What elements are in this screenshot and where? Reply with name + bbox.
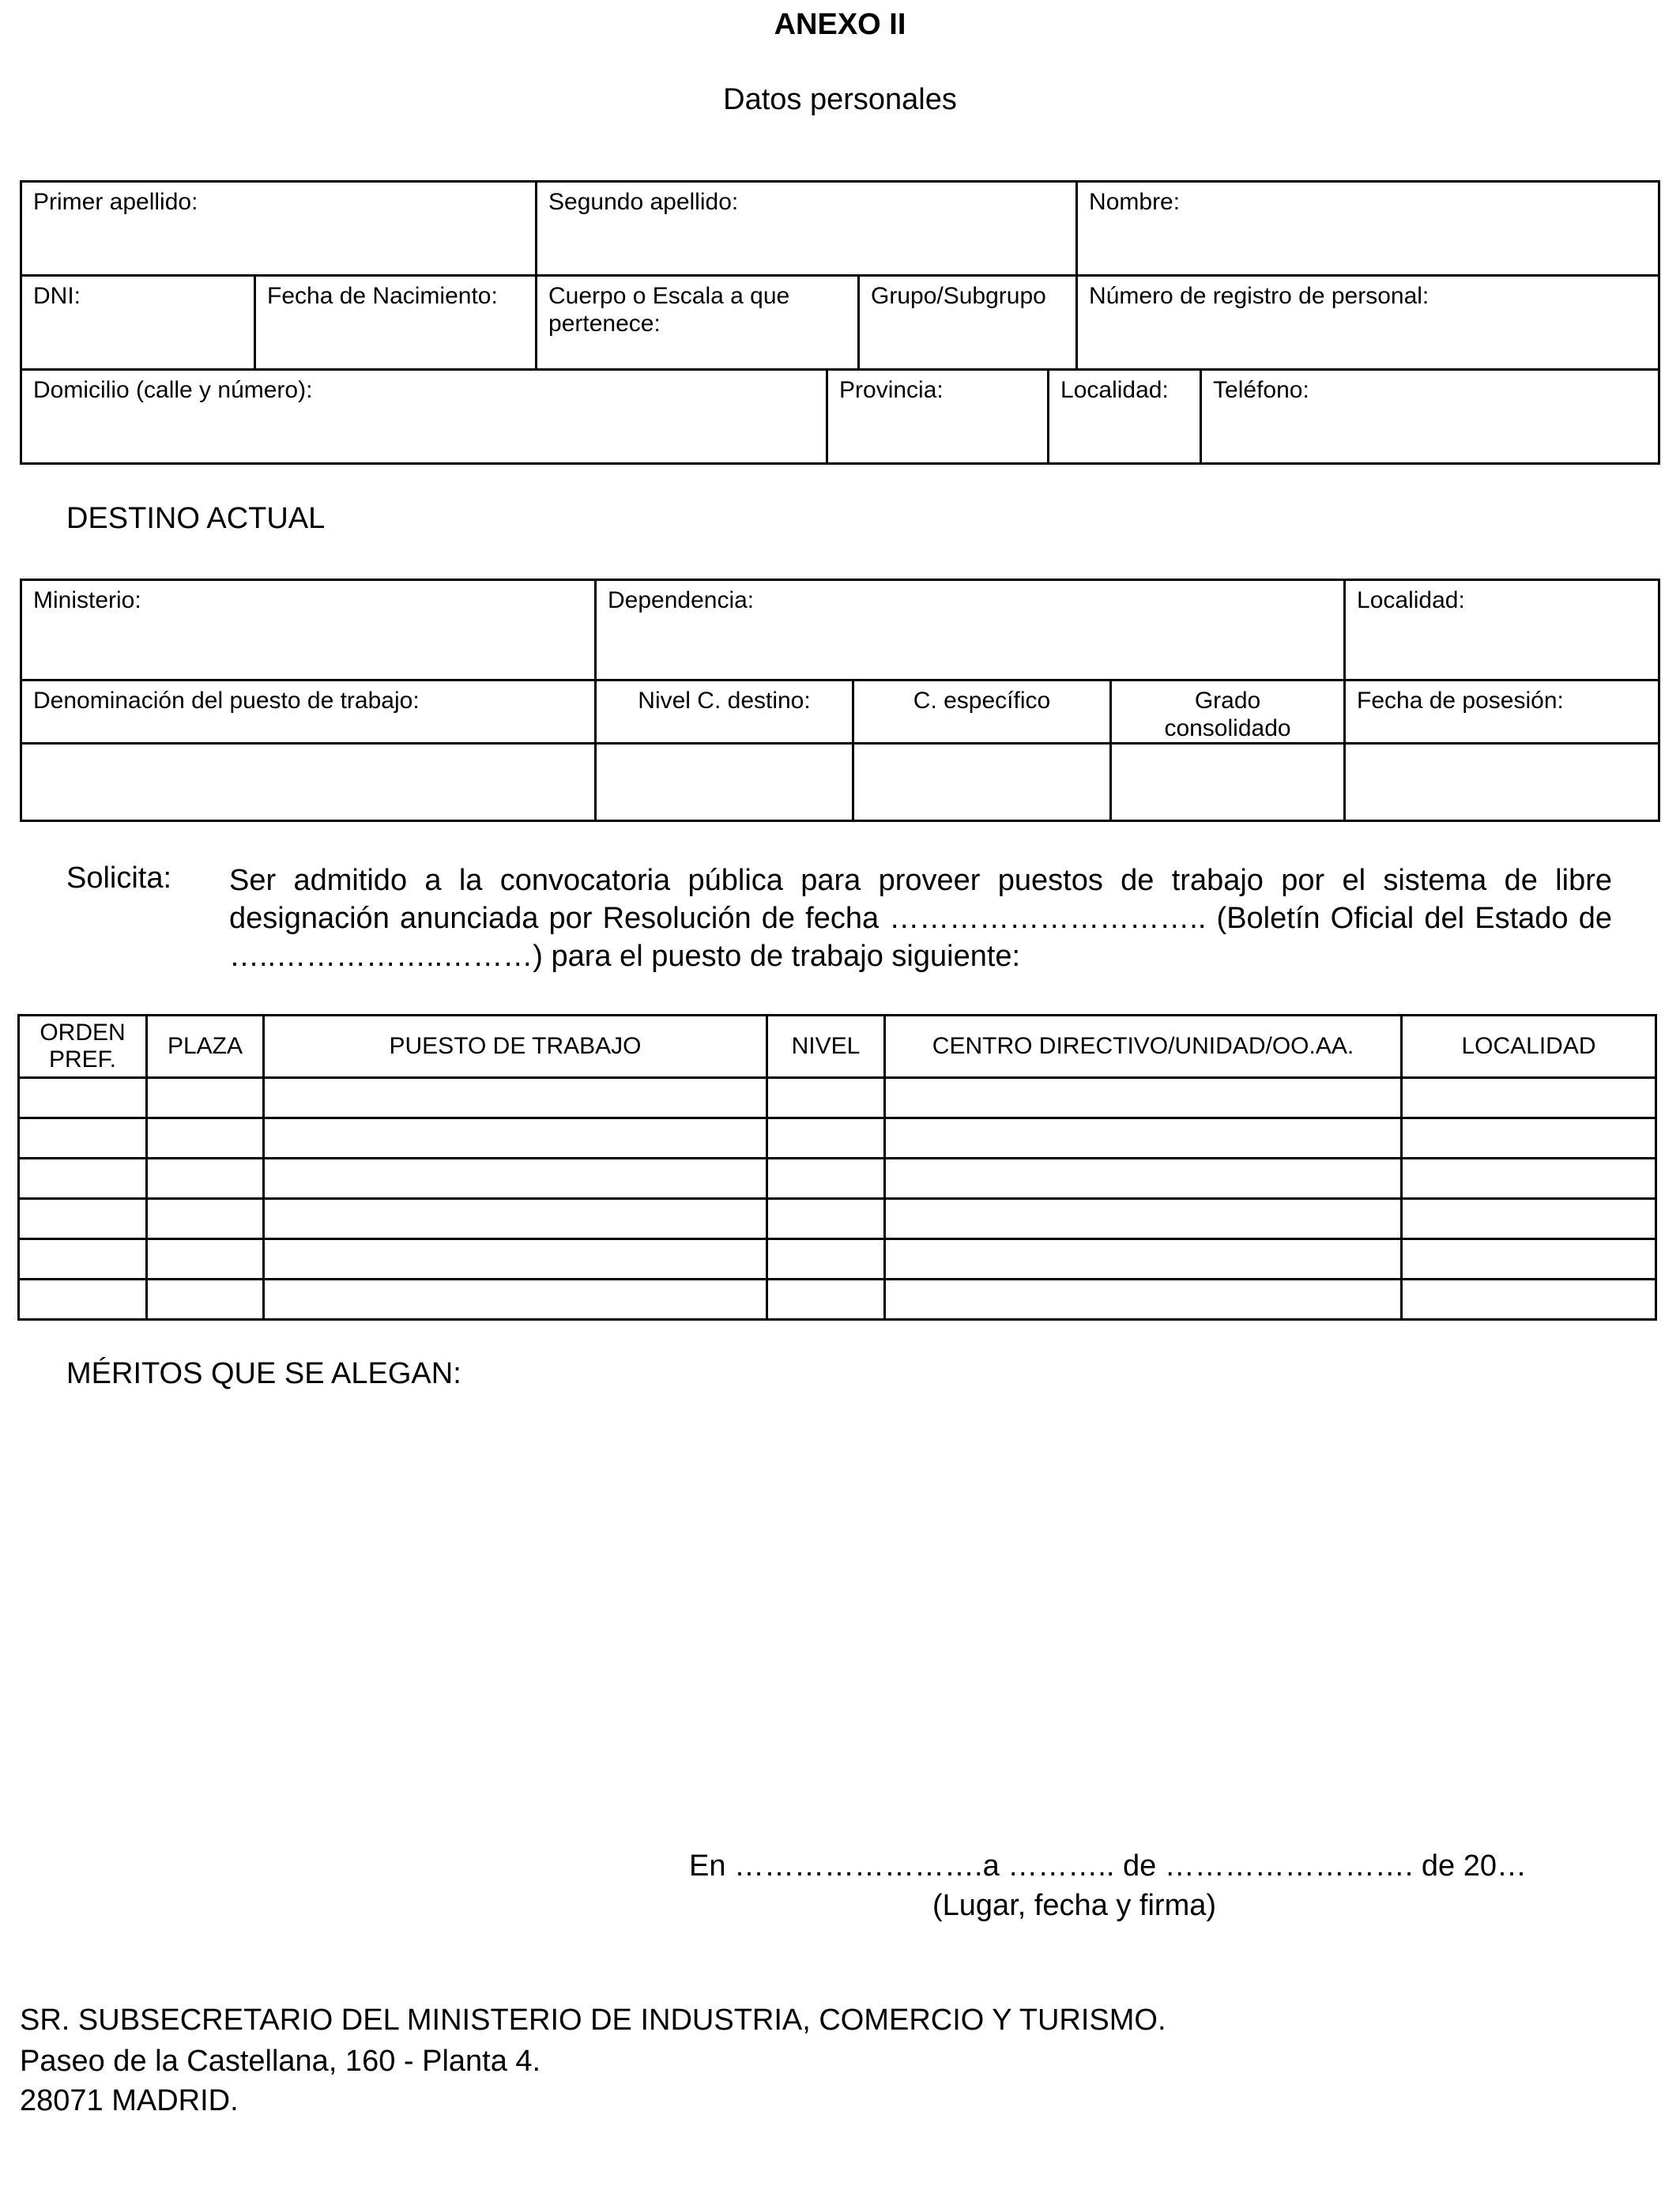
field-label: Fecha de posesión: bbox=[1357, 688, 1564, 714]
table-cell[interactable] bbox=[1402, 1159, 1656, 1199]
table-header-row bbox=[19, 1016, 1656, 1078]
field-label: Primer apellido: bbox=[33, 189, 198, 215]
column-header-label: NIVEL bbox=[791, 1032, 861, 1059]
solicita-text: Ser admitido a la convocatoria pública para proveer puestos de trabajo por el sistema de libre designación anunciada por Resolución de fecha ………………………….. (Boletín Oficial del Estado de …..……………..………) para el puesto de trabajo siguiente: bbox=[229, 864, 1612, 973]
table-cell[interactable] bbox=[767, 1118, 885, 1159]
field-label: Provincia: bbox=[839, 377, 944, 403]
table-cell[interactable] bbox=[885, 1280, 1402, 1320]
field-label: Localidad: bbox=[1357, 587, 1465, 613]
meritos-heading: MÉRITOS QUE SE ALEGAN: bbox=[66, 1357, 461, 1390]
field-label: DNI: bbox=[33, 283, 81, 309]
header-grado-consolidado bbox=[1111, 680, 1345, 744]
table-cell[interactable] bbox=[19, 1280, 147, 1320]
table-cell[interactable] bbox=[147, 1159, 264, 1199]
table-cell[interactable] bbox=[264, 1118, 767, 1159]
field-numero-registro[interactable] bbox=[1077, 276, 1659, 370]
table-cell[interactable] bbox=[19, 1159, 147, 1199]
field-nombre[interactable] bbox=[1077, 182, 1659, 276]
table-cell[interactable] bbox=[767, 1280, 885, 1320]
table-cell[interactable] bbox=[147, 1118, 264, 1159]
header-fecha-posesion bbox=[1345, 680, 1659, 744]
field-grupo-subgrupo[interactable] bbox=[859, 276, 1077, 370]
field-label: Localidad: bbox=[1060, 377, 1169, 403]
personal-data-table bbox=[20, 180, 1660, 465]
input-fecha-posesion[interactable] bbox=[1345, 744, 1659, 821]
table-cell[interactable] bbox=[767, 1239, 885, 1280]
input-denominacion-puesto[interactable] bbox=[21, 744, 596, 821]
table-cell[interactable] bbox=[1402, 1199, 1656, 1239]
field-label: Fecha de Nacimiento: bbox=[267, 283, 498, 309]
input-nivel-c-destino[interactable] bbox=[596, 744, 853, 821]
field-label: C. específico bbox=[913, 688, 1051, 714]
column-header-centro bbox=[885, 1016, 1402, 1078]
table-cell[interactable] bbox=[767, 1159, 885, 1199]
field-label: Cuerpo o Escala a que pertenece: bbox=[548, 283, 790, 337]
field-localidad-destino[interactable] bbox=[1345, 580, 1659, 680]
field-primer-apellido[interactable] bbox=[21, 182, 537, 276]
header-c-especifico bbox=[853, 680, 1111, 744]
table-cell[interactable] bbox=[19, 1199, 147, 1239]
column-header-plaza bbox=[147, 1016, 264, 1078]
field-label: Nivel C. destino: bbox=[638, 688, 811, 714]
table-row bbox=[19, 1078, 1656, 1118]
table-cell[interactable] bbox=[1402, 1280, 1656, 1320]
table-cell[interactable] bbox=[264, 1159, 767, 1199]
table-row bbox=[19, 1280, 1656, 1320]
table-cell[interactable] bbox=[1402, 1239, 1656, 1280]
field-dni[interactable] bbox=[21, 276, 255, 370]
field-label: Grado consolidado bbox=[1164, 688, 1291, 741]
column-header-label: CENTRO DIRECTIVO/UNIDAD/OO.AA. bbox=[932, 1032, 1354, 1059]
table-cell[interactable] bbox=[885, 1199, 1402, 1239]
table-cell[interactable] bbox=[1402, 1078, 1656, 1118]
table-cell[interactable] bbox=[19, 1118, 147, 1159]
table-cell[interactable] bbox=[19, 1239, 147, 1280]
field-telefono[interactable] bbox=[1201, 370, 1659, 464]
addressee-line-1: SR. SUBSECRETARIO DEL MINISTERIO DE INDUSTRIA, COMERCIO Y TURISMO. bbox=[20, 2004, 1166, 2037]
field-label: Domicilio (calle y número): bbox=[33, 377, 313, 403]
field-label: Grupo/Subgrupo bbox=[871, 283, 1046, 309]
field-label: Denominación del puesto de trabajo: bbox=[33, 688, 420, 714]
table-cell[interactable] bbox=[19, 1078, 147, 1118]
document-title: ANEXO II bbox=[774, 8, 906, 41]
signature-place-date-line: En …………………….a ……….. de ……………………. de 20… bbox=[689, 1849, 1527, 1883]
field-label: Número de registro de personal: bbox=[1089, 283, 1430, 309]
plazas-table bbox=[17, 1014, 1657, 1321]
header-nivel-c-destino bbox=[596, 680, 853, 744]
table-cell[interactable] bbox=[885, 1078, 1402, 1118]
column-header-puesto bbox=[264, 1016, 767, 1078]
field-label: Dependencia: bbox=[608, 587, 755, 613]
field-label: Teléfono: bbox=[1213, 377, 1309, 403]
column-header-nivel bbox=[767, 1016, 885, 1078]
column-header-label: PUESTO DE TRABAJO bbox=[389, 1032, 642, 1059]
field-ministerio[interactable] bbox=[21, 580, 596, 680]
table-cell[interactable] bbox=[264, 1078, 767, 1118]
table-cell[interactable] bbox=[147, 1280, 264, 1320]
table-cell[interactable] bbox=[264, 1239, 767, 1280]
table-row bbox=[19, 1239, 1656, 1280]
column-header-orden-pref bbox=[19, 1016, 147, 1078]
addressee-line-2: Paseo de la Castellana, 160 - Planta 4. bbox=[20, 2045, 541, 2078]
table-cell[interactable] bbox=[147, 1239, 264, 1280]
table-cell[interactable] bbox=[767, 1199, 885, 1239]
field-segundo-apellido[interactable] bbox=[537, 182, 1077, 276]
header-denominacion-puesto bbox=[21, 680, 596, 744]
field-label: Ministerio: bbox=[33, 587, 141, 613]
table-cell[interactable] bbox=[147, 1078, 264, 1118]
table-cell[interactable] bbox=[147, 1199, 264, 1239]
table-row bbox=[19, 1159, 1656, 1199]
table-row bbox=[19, 1118, 1656, 1159]
table-cell[interactable] bbox=[264, 1199, 767, 1239]
field-dependencia[interactable] bbox=[596, 580, 1345, 680]
field-label: Nombre: bbox=[1089, 189, 1181, 215]
field-fecha-nacimiento[interactable] bbox=[255, 276, 537, 370]
column-header-localidad bbox=[1402, 1016, 1656, 1078]
table-row bbox=[19, 1199, 1656, 1239]
input-grado-consolidado[interactable] bbox=[1111, 744, 1345, 821]
destino-actual-table bbox=[20, 579, 1660, 822]
signature-caption: (Lugar, fecha y firma) bbox=[932, 1889, 1217, 1922]
addressee-line-3: 28071 MADRID. bbox=[20, 2084, 239, 2117]
field-cuerpo-escala[interactable] bbox=[537, 276, 859, 370]
destino-actual-heading: DESTINO ACTUAL bbox=[66, 502, 326, 535]
field-label: Segundo apellido: bbox=[548, 189, 739, 215]
input-c-especifico[interactable] bbox=[853, 744, 1111, 821]
field-provincia[interactable] bbox=[827, 370, 1049, 464]
section-title-datos-personales: Datos personales bbox=[723, 83, 957, 116]
field-domicilio[interactable] bbox=[21, 370, 827, 464]
table-cell[interactable] bbox=[885, 1159, 1402, 1199]
table-cell[interactable] bbox=[1402, 1118, 1656, 1159]
solicita-label: Solicita: bbox=[66, 861, 172, 895]
column-header-label: LOCALIDAD bbox=[1461, 1032, 1596, 1059]
table-cell[interactable] bbox=[767, 1078, 885, 1118]
table-cell[interactable] bbox=[885, 1118, 1402, 1159]
field-localidad[interactable] bbox=[1049, 370, 1201, 464]
column-header-label: PLAZA bbox=[167, 1032, 243, 1059]
column-header-label: ORDEN PREF. bbox=[40, 1019, 126, 1072]
table-cell[interactable] bbox=[885, 1239, 1402, 1280]
table-cell[interactable] bbox=[264, 1280, 767, 1320]
